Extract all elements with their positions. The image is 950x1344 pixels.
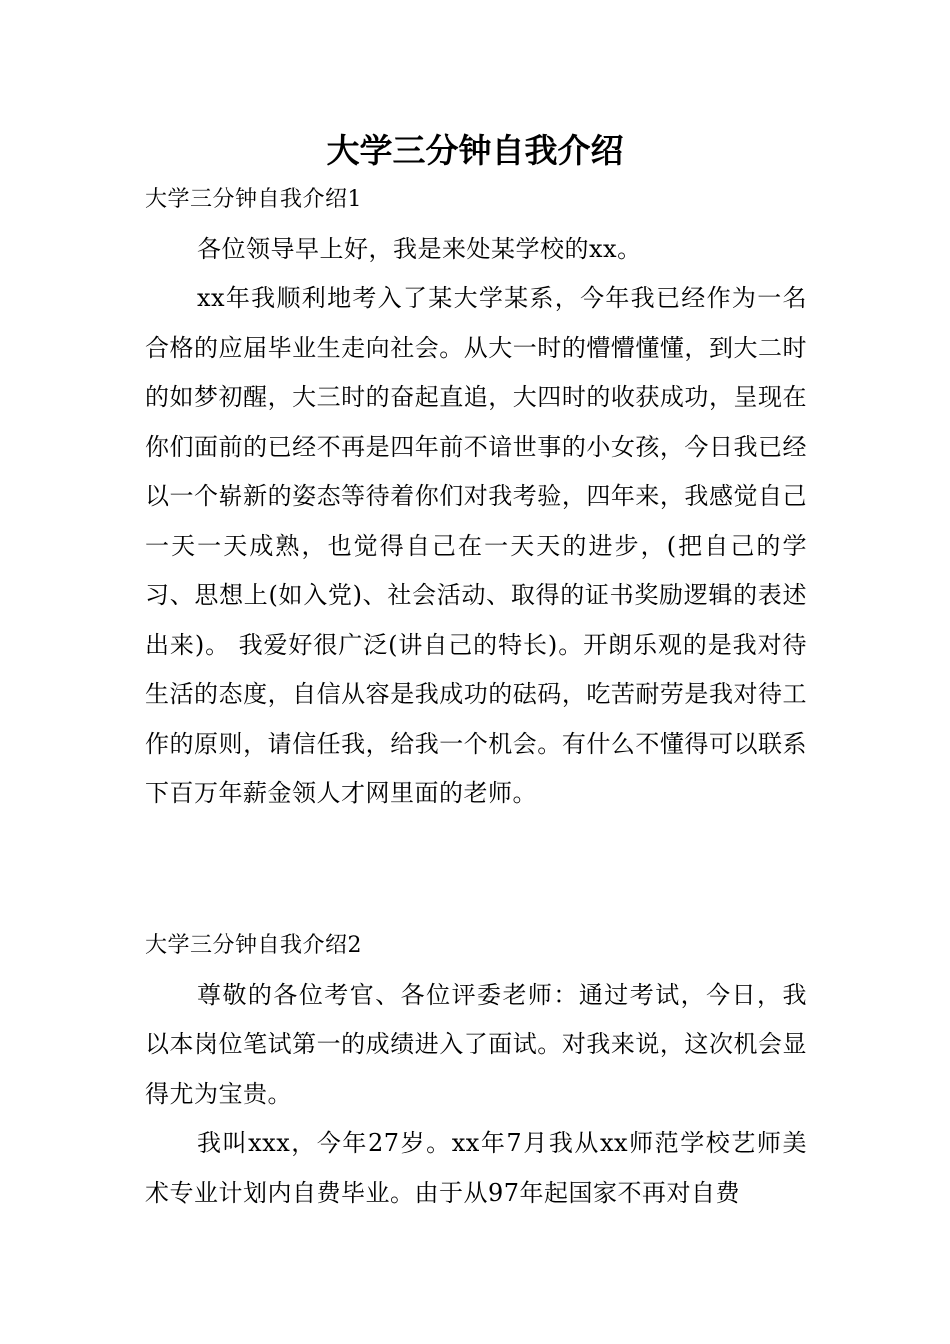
document-title: 大学三分钟自我介绍 <box>326 131 624 170</box>
section-1 <box>145 175 807 819</box>
paragraph: xx年我顺利地考入了某大学某系，今年我已经作为一名合格的应届毕业生走向社会。从大一时的懵懵懂懂，到大二时的如梦初醒，大三时的奋起直追，大四时的收获成功，呈现在你们面前的已经不再是四年前不谙世事的小女孩，今日我已经以一个崭新的姿态等待着你们对我考验，四年来，我感觉自己一天一天成熟，也觉得自己在一天天的进步，(把自己的学习、思想上(如入党)、社会活动、取得的证书奖励逻辑的表述出来)。 我爱好很广泛(讲自己的特长)。开朗乐观的是我对待生活的态度，自信从容是我成功的砝码，吃苦耐劳是我对待工作的原则，请信任我，给我一个机会。有什么不懂得可以联系下百万年薪金领人才网里面的老师。 <box>145 284 807 807</box>
paragraph: 尊敬的各位考官、各位评委老师：通过考试，今日，我以本岗位笔试第一的成绩进入了面试。对我来说，这次机会显得尤为宝贵。 <box>145 980 807 1108</box>
section-heading: 大学三分钟自我介绍1 <box>145 187 362 212</box>
paragraph: 我叫xxx，今年27岁。xx年7月我从xx师范学校艺师美术专业计划内自费毕业。由于从97年起国家不再对自费 <box>145 1129 807 1207</box>
section-2 <box>145 921 807 1218</box>
section-heading: 大学三分钟自我介绍2 <box>145 933 362 958</box>
paragraph: 各位领导早上好，我是来处某学校的xx。 <box>197 234 642 263</box>
